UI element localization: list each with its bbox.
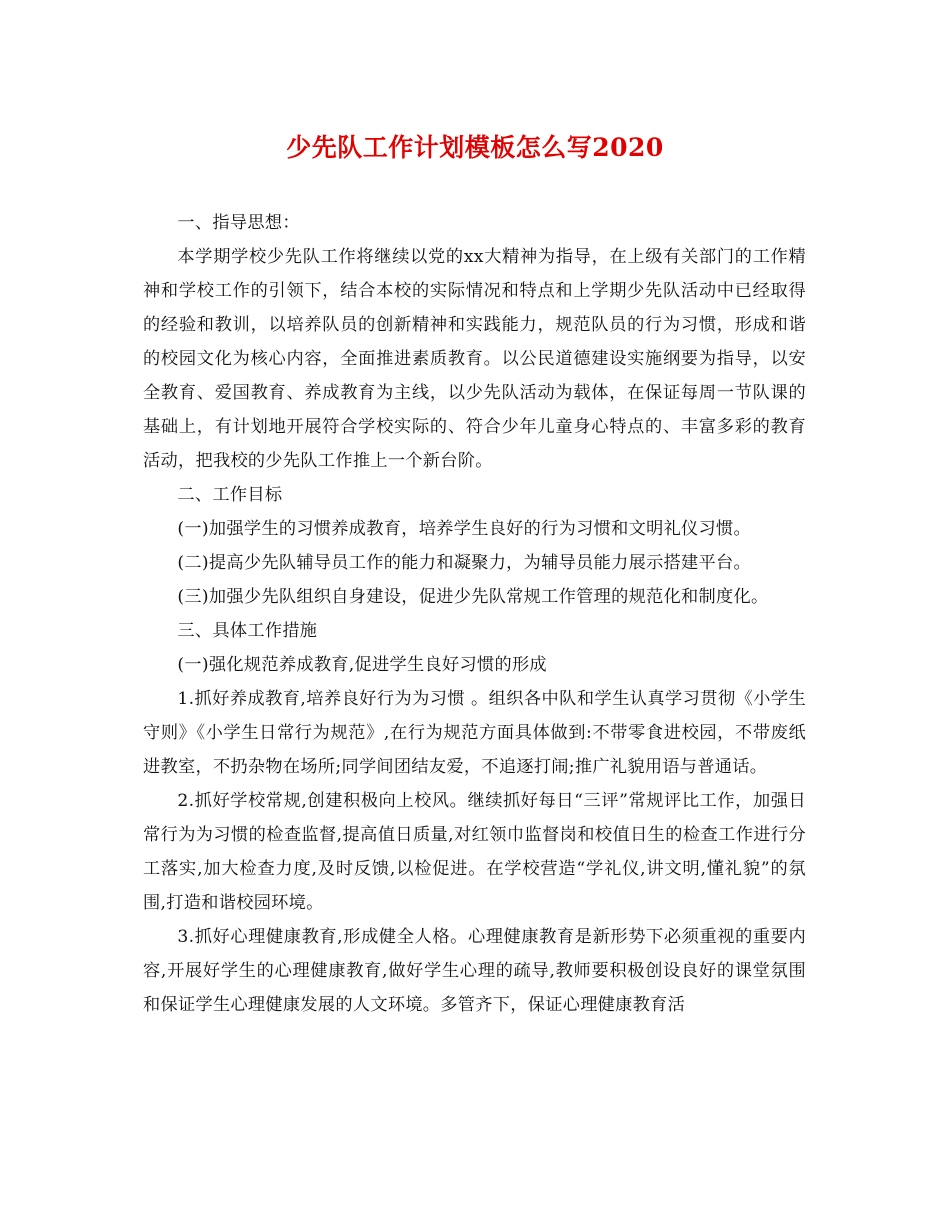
document-title: 少先队工作计划模板怎么写2020 — [286, 133, 664, 162]
measure-paragraph-3: 3.抓好心理健康教育,形成健全人格。心理健康教育是新形势下必须重视的重要内容,开展好学生的心理健康教育,做好学生心理的疏导,教师要积极创设良好的课堂氛围和保证学生心理健康发展的人文环境。多管齐下，保证心理健康教育活 — [143, 927, 806, 1015]
subsection-heading-1: (一)强化规范养成教育,促进学生良好习惯的形成 — [177, 655, 547, 675]
measure-paragraph-1: 1.抓好养成教育,培养良好行为为习惯 。组织各中队和学生认真学习贯彻《小学生守则》《小学生日常行为规范》,在行为规范方面具体做到:不带零食进校园，不带废纸进教室，不扔杂物在场所;同学间团结友爱，不追逐打闹;推广礼貌用语与普通话。 — [143, 689, 806, 777]
goal-item-1: (一)加强学生的习惯养成教育，培养学生良好的行为习惯和文明礼仪习惯。 — [177, 519, 752, 539]
paragraph-guiding-ideology: 本学期学校少先队工作将继续以党的xx大精神为指导，在上级有关部门的工作精神和学校工作的引领下，结合本校的实际情况和特点和上学期少先队活动中已经取得的经验和教训，以培养队员的创新精神和实践能力，规范队员的行为习惯，形成和谐的校园文化为核心内容，全面推进素质教育。以公民道德建设实施纲要为指导，以安全教育、爱国教育、养成教育为主线，以少先队活动为载体，在保证每周一节队课的基础上，有计划地开展符合学校实际的、符合少年儿童身心特点的、丰富多彩的教育活动，把我校的少先队工作推上一个新台阶。 — [143, 247, 806, 471]
goal-item-2: (二)提高少先队辅导员工作的能力和凝聚力，为辅导员能力展示搭建平台。 — [177, 553, 752, 573]
measure-paragraph-2: 2.抓好学校常规,创建积极向上校风。继续抓好每日“三评”常规评比工作，加强日常行为为习惯的检查监督,提高值日质量,对红领巾监督岗和校值日生的检查工作进行分工落实,加大检查力度,及时反馈,以检促进。在学校营造“学礼仪,讲文明,懂礼貌”的氛围,打造和谐校园环境。 — [143, 791, 806, 913]
goal-item-3: (三)加强少先队组织自身建设，促进少先队常规工作管理的规范化和制度化。 — [177, 587, 769, 607]
document-body — [143, 206, 806, 1022]
section-heading-guiding-ideology: 一、指导思想： — [177, 213, 300, 233]
section-heading-measures: 三、具体工作措施 — [177, 621, 318, 641]
section-heading-work-goals: 二、工作目标 — [177, 485, 283, 505]
